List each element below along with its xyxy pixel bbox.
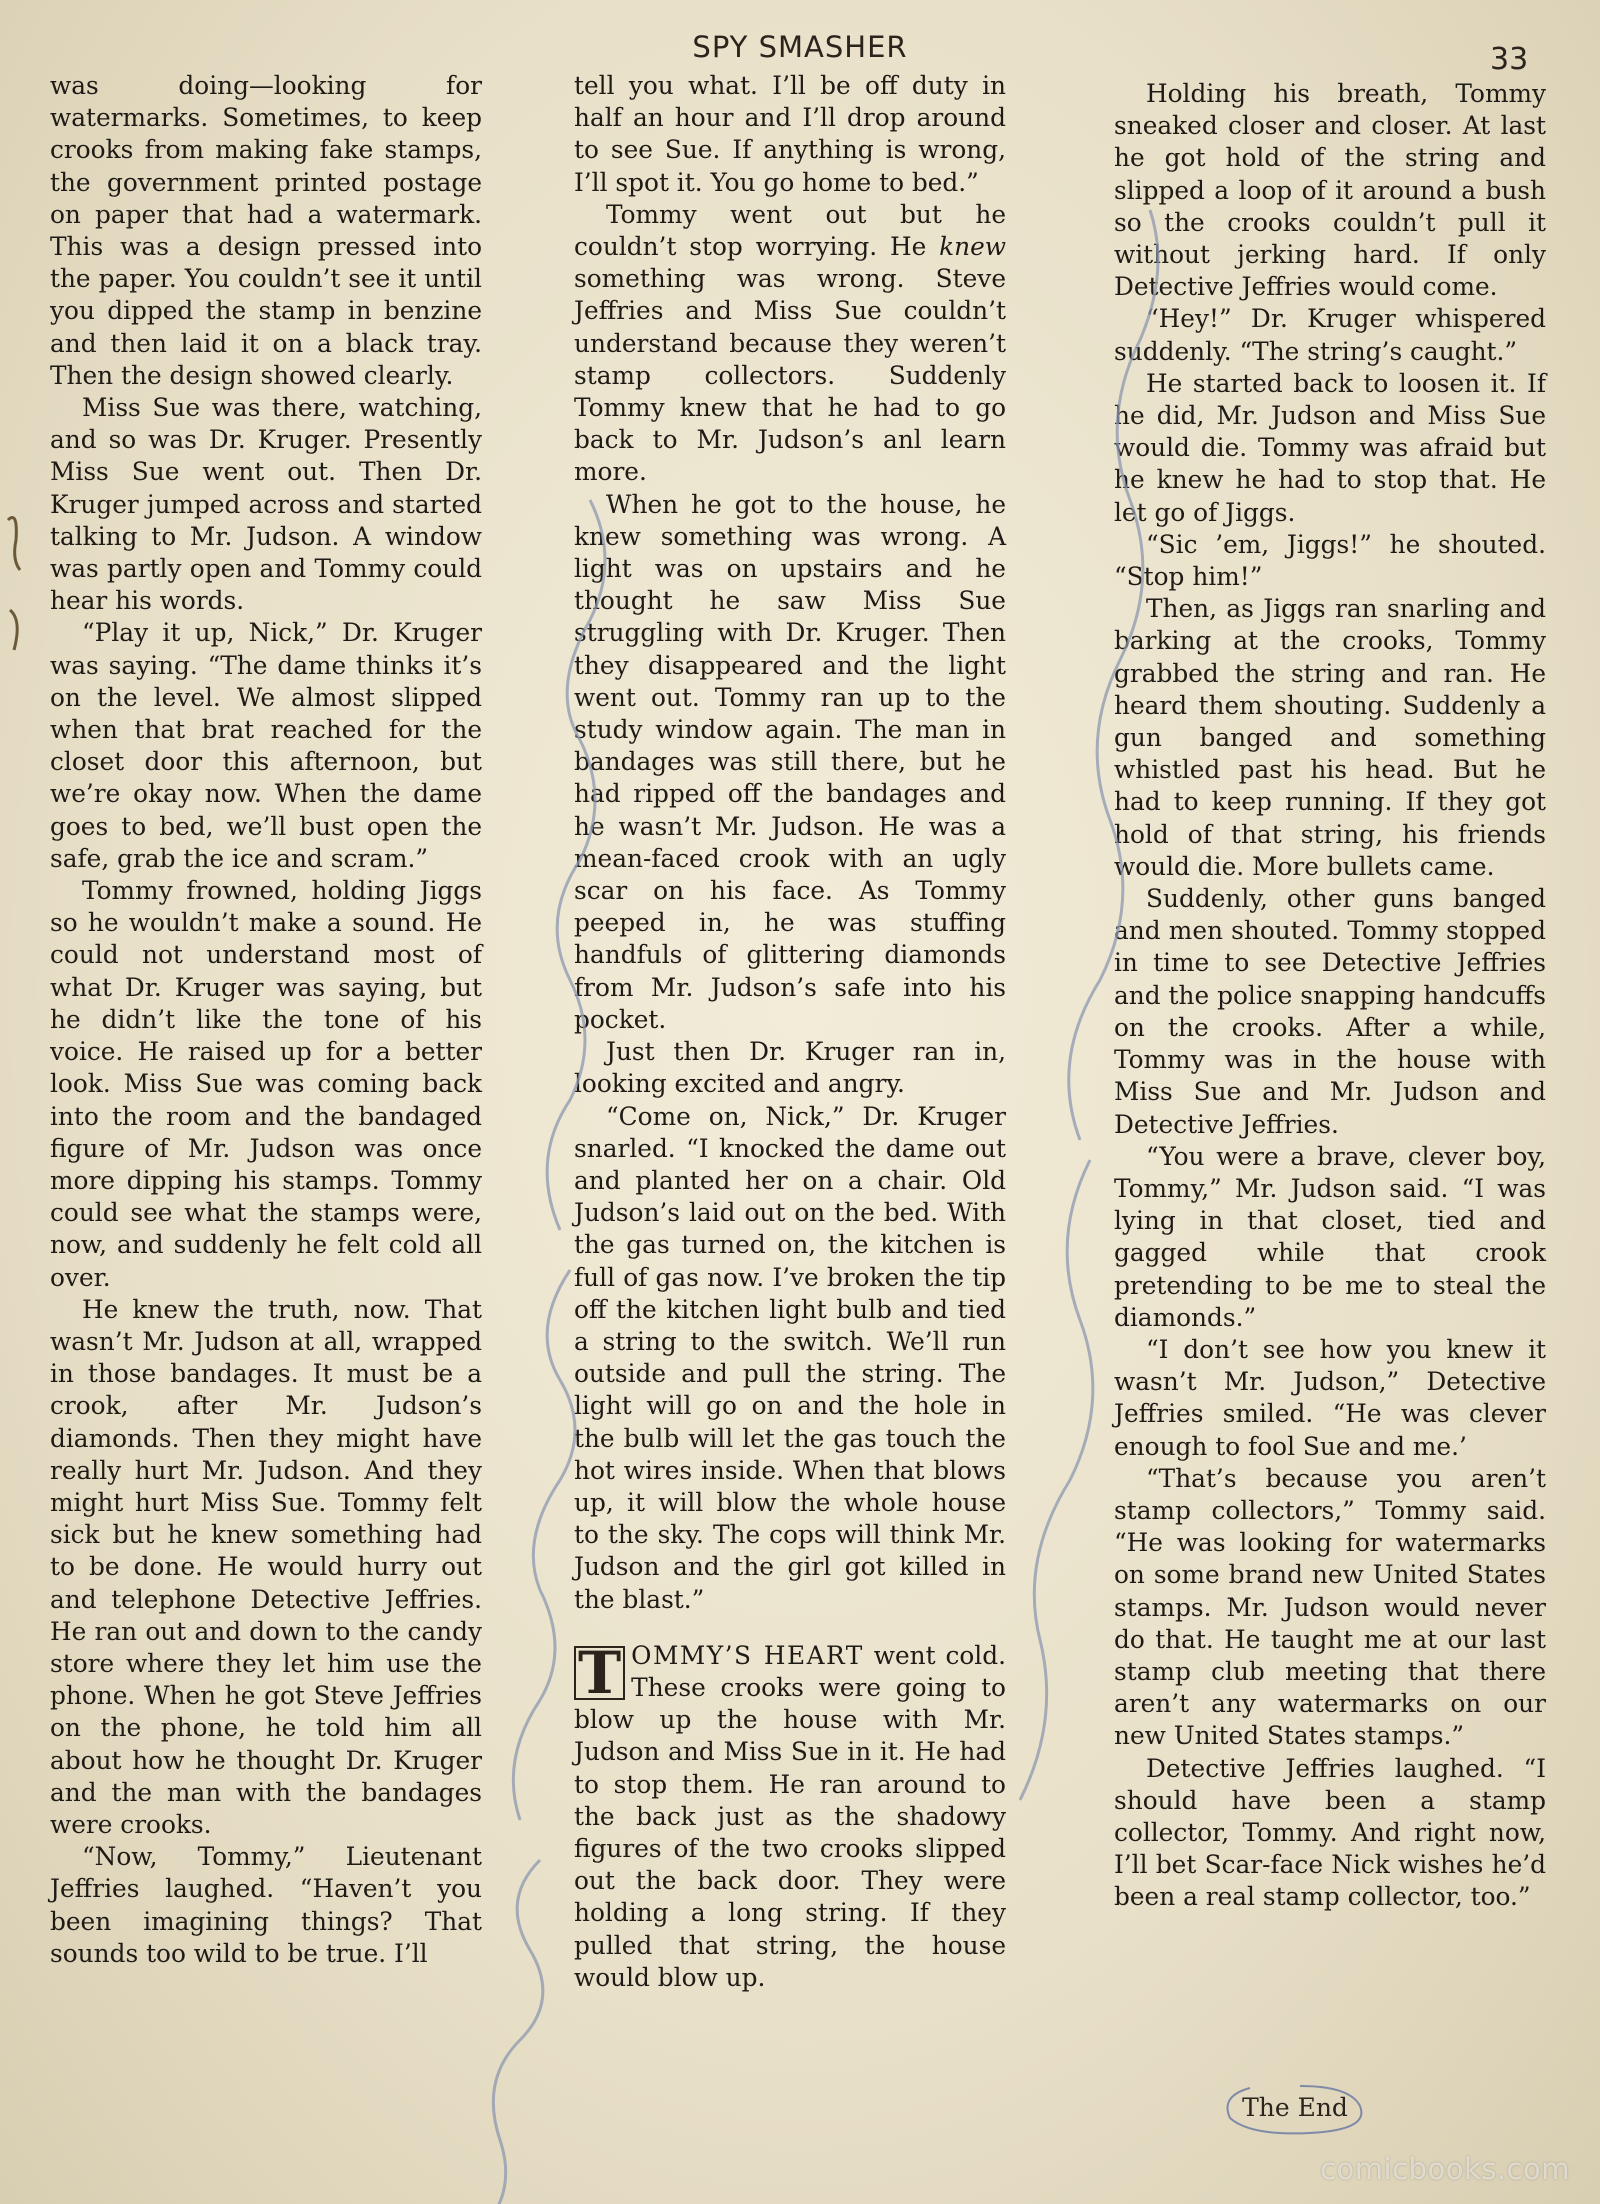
page-number: 33 bbox=[1490, 42, 1529, 77]
paragraph: “Hey!” Dr. Kruger whispered suddenly. “The string’s caught.” bbox=[1114, 304, 1546, 366]
paragraph: Miss Sue was there, watching, and so was Dr. Kruger. Presently Miss Sue went out. Then Dr. Kruger jumped across and started talking to Mr. Judson. A window was partly open and Tommy could hear his words. bbox=[50, 393, 482, 616]
paragraph: “You were a brave, clever boy, Tommy,” Mr. Judson said. “I was lying in that closet, tied and gagged while that crook pretending to be me to steal the diamonds.” bbox=[1114, 1141, 1546, 1332]
paragraph: “Now, Tommy,” Lieutenant Jeffries laughed. “Haven’t you been imagining things? That sounds too wild to be true. I’ll bbox=[50, 1842, 482, 1968]
binding-hole-icon bbox=[0, 500, 40, 660]
text-run: something was wrong. Steve Jeffries and Miss Sue couldn’t understand because they weren’t stamp collectors. Suddenly Tommy knew that he had to go back to Mr. Judson’s anl learn more. bbox=[574, 264, 1006, 487]
paragraph: “Sic ’em, Jiggs!” he shouted. “Stop him!” bbox=[1114, 529, 1546, 592]
paragraph: Tommy frowned, holding Jiggs so he wouldn’t make a sound. He could not understand most of what Dr. Kruger was saying, but he didn’t like the tone of his voice. He raised up for a better look. Miss Sue was coming back into the room and the bandaged figure of Mr. Judson was once more dipping his stamps. Tommy could see what the stamps were, now, and suddenly he felt cold all over. bbox=[50, 876, 482, 1292]
emphasis: knew bbox=[939, 232, 1006, 262]
the-end-label bbox=[1210, 2078, 1380, 2138]
paragraph: Holding his breath, Tommy sneaked closer and closer. At last he got hold of the string and slipped a loop of it around a bush so the crooks couldn’t pull it without jerking hard. If only Detective Jeffries would come. bbox=[1114, 79, 1546, 302]
paragraph: He knew the truth, now. That wasn’t Mr. Judson at all, wrapped in those bandages. It must be a crook, after Mr. Judson’s diamonds. Then they might have really hurt Mr. Judson. And they might hurt Miss Sue. Tommy felt sick but he knew something had to be done. He would hurry out and telephone Detective Jeffries. He ran out and down to the candy store where they let him use the phone. When he got Steve Jeffries on the phone, he told him all about how he thought Dr. Kruger and the man with the bandages were crooks. bbox=[50, 1294, 482, 1839]
paragraph: Then, as Jiggs ran snarling and barking at the crooks, Tommy grabbed the string and ran. He heard them shouting. Suddenly a gun banged and something whistled past his head. But he had to keep running. If they got hold of that string, his friends would die. More bullets came. bbox=[1114, 594, 1546, 881]
drop-cap: T bbox=[574, 1646, 625, 1700]
paragraph: “That’s because you aren’t stamp collectors,” Tommy said. “He was looking for watermarks on some brand new United States stamps. Mr. Judson would never do that. He taught me at our last stamp club meeting that there aren’t any watermarks on our new United States stamps.” bbox=[1114, 1463, 1546, 1751]
paragraph: “Play it up, Nick,” Dr. Kruger was saying. “The dame thinks it’s on the level. We almost slipped when that brat reached for the closet door this afternoon, but we’re okay now. When the dame goes to bed, we’ll bust open the safe, grab the ice and scram.” bbox=[50, 618, 482, 873]
text-column-3 bbox=[1114, 78, 1546, 1914]
paragraph: was doing—looking for watermarks. Sometimes, to keep crooks from making fake stamps, the government printed postage on paper that had a watermark. This was a design pressed into the paper. You couldn’t see it until you dipped the stamp in benzine and then laid it on a black tray. Then the design showed clearly. bbox=[50, 71, 482, 390]
paragraph: tell you what. I’ll be off duty in half an hour and I’ll drop around to see Sue. If anything is wrong, I’ll spot it. You go home to bed.” bbox=[574, 71, 1006, 197]
paragraph: Just then Dr. Kruger ran in, looking excited and angry. bbox=[574, 1037, 1006, 1099]
paragraph: He started back to loosen it. If he did, Mr. Judson and Miss Sue would die. Tommy was afraid but he knew he had to stop that. He let go of Jiggs. bbox=[1114, 368, 1546, 527]
the-end-text: The End bbox=[1242, 2093, 1348, 2122]
paragraph: Detective Jeffries laughed. “I should have been a stamp collector, Tommy. And right now, I’ll bet Scar-face Nick wishes he’d been a real stamp collector, too.” bbox=[1114, 1753, 1546, 1912]
text-column-2 bbox=[574, 70, 1006, 1994]
source-watermark: comicbooks.com bbox=[1320, 2152, 1570, 2186]
paragraph: When he got to the house, he knew something was wrong. A light was on upstairs and he thought he saw Miss Sue struggling with Dr. Kruger. Then they disappeared and the light went out. Tommy ran up to the study window again. The man in bandages was still there, but he had ripped off the bandages and he wasn’t Mr. Judson. He was a mean-faced crook with an ugly scar on his face. As Tommy peeped in, he was stuffing handfuls of glittering diamonds from Mr. Judson’s safe into his pocket. bbox=[574, 489, 1006, 1034]
paragraph: Suddenly, other guns banged and men shouted. Tommy stopped in time to see Detective Jeffries and the police snapping handcuffs on the crooks. After a while, Tommy was in the house with Miss Sue and Mr. Judson and Detective Jeffries. bbox=[1114, 884, 1546, 1139]
text-column-1 bbox=[50, 70, 482, 1970]
paragraph bbox=[574, 199, 1006, 489]
paragraph-dropcap bbox=[574, 1640, 1006, 1994]
small-caps-lead: OMMY’S HEART bbox=[631, 1640, 864, 1670]
paragraph: “I don’t see how you knew it wasn’t Mr. Judson,” Detective Jeffries smiled. “He was clever enough to fool Sue and me.’ bbox=[1114, 1334, 1546, 1461]
running-head: SPY SMASHER bbox=[692, 30, 908, 64]
text-run: went cold. These crooks were going to blow up the house with Mr. Judson and Miss Sue in it. He had to stop them. He ran around to the back just as the shadowy figures of the two crooks slipped out the back door. They were holding a long string. If they pulled that string, the house would blow up. bbox=[574, 1640, 1006, 1992]
paragraph: “Come on, Nick,” Dr. Kruger snarled. “I knocked the dame out and planted her on a chair. Old Judson’s laid out on the bed. With the gas turned on, the kitchen is full of gas now. I’ve broken the tip off the kitchen light bulb and tied a string to the switch. We’ll run outside and pull the string. The light will go on and the hole in the bulb will let the gas touch the hot wires inside. When that blows up, it will blow the whole house to the sky. The cops will think Mr. Judson and the girl got killed in the blast.” bbox=[574, 1101, 1006, 1614]
text-run: Tommy went out but he couldn’t stop worrying. He bbox=[574, 199, 1006, 262]
